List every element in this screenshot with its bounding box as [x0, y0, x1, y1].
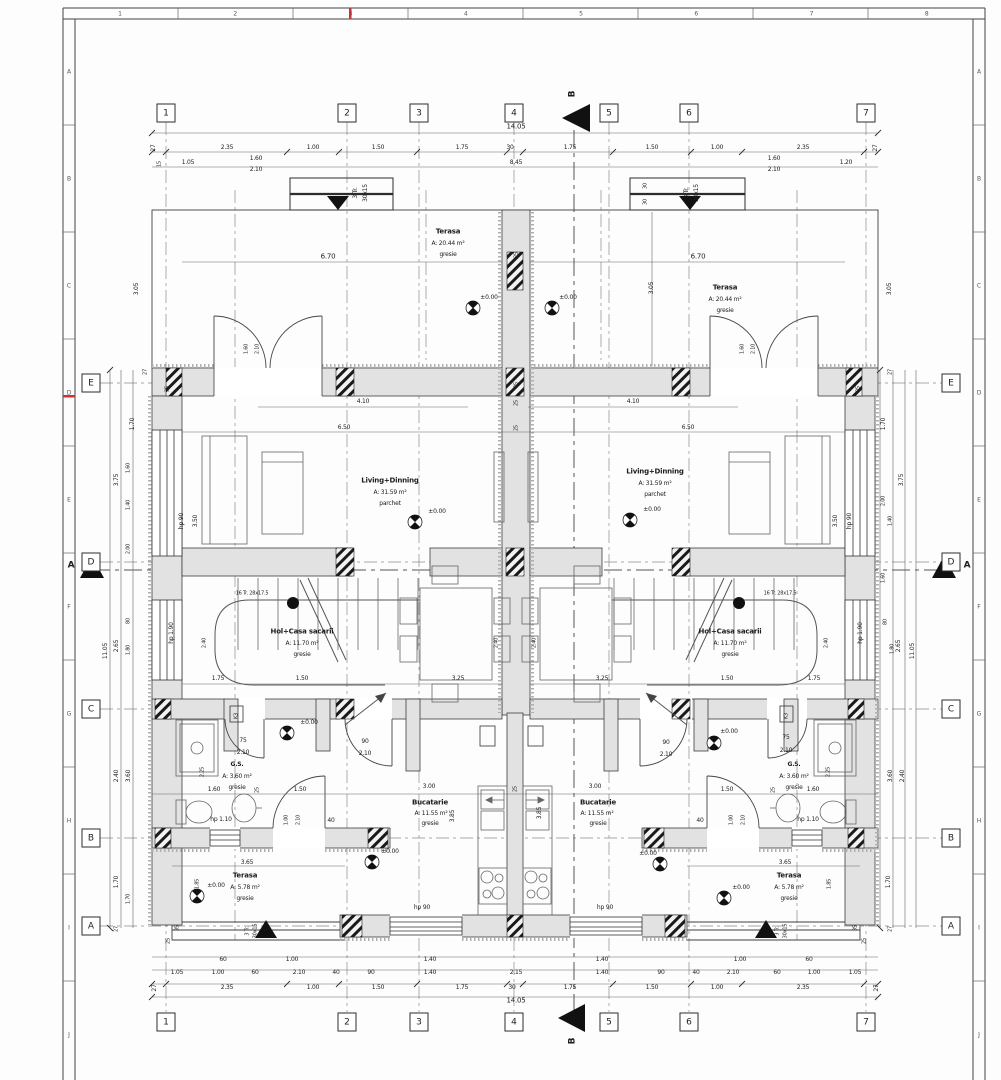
grid-bubble-4: 4	[505, 1013, 524, 1032]
plan-label: 27	[113, 926, 120, 932]
plan-label: hp 90	[596, 904, 614, 911]
grid-bubble-5: 5	[600, 104, 619, 123]
stair-newel-post	[287, 597, 299, 609]
plan-label: 1.00	[285, 956, 299, 963]
plan-label: A: 3.60 m²	[222, 773, 252, 780]
frame-cell-label: 7	[809, 10, 814, 17]
plan-label: 30	[642, 183, 649, 189]
plan-label: 2.65	[895, 639, 902, 653]
plan-label: 3.05	[133, 282, 140, 296]
plan-label: 2.40	[493, 637, 500, 649]
plan-label: 27	[887, 926, 894, 932]
plan-label: 25	[164, 386, 171, 392]
plan-label: 2.35	[796, 144, 810, 151]
frame-cell-label: E	[67, 496, 71, 503]
plan-label: gresie	[716, 307, 734, 314]
plan-label: gresie	[228, 784, 246, 791]
plan-label: 2.00	[880, 495, 887, 507]
frame-cell-label: H	[66, 817, 72, 824]
plan-label: 1.00	[283, 814, 290, 826]
grid-bubble-7: 7	[857, 104, 876, 123]
plan-label: 3.65	[778, 859, 792, 866]
plan-label: 2.10	[295, 814, 302, 826]
plan-label: 1.40	[595, 969, 609, 976]
plan-label: 14.05	[506, 122, 526, 131]
plan-label: 2.10	[254, 343, 261, 355]
plan-label: 3.65	[240, 859, 254, 866]
frame-cell-label: A	[66, 68, 72, 75]
plan-label: 35	[174, 925, 181, 931]
plan-label: 27	[142, 369, 149, 375]
plan-label: 60	[219, 956, 227, 963]
plan-label: 6.70	[690, 252, 706, 261]
plan-label: 80	[125, 618, 132, 624]
plan-label: 75	[239, 737, 247, 744]
plan-label: gresie	[721, 651, 739, 658]
frame-cell-label: C	[976, 282, 982, 289]
plan-label: 1.70	[125, 893, 132, 905]
plan-label: 2.10	[740, 814, 747, 826]
stove-right	[523, 868, 551, 904]
plan-label: 1.60	[243, 343, 250, 355]
frame-cell-label: G	[66, 710, 72, 717]
grid-bubble-A: A	[942, 917, 961, 936]
plan-label: 15	[156, 161, 163, 167]
plan-label: gresie	[589, 820, 607, 827]
plan-label: 1.00	[733, 956, 747, 963]
frame-cell-label: 1	[118, 10, 122, 17]
frame-cell-label: H	[976, 817, 982, 824]
plan-label: 30	[642, 199, 649, 205]
plan-label: 1.75	[563, 984, 577, 991]
plan-label: ±0.00	[559, 294, 577, 301]
plan-label: 1.05	[848, 969, 862, 976]
plan-label: gresie	[780, 895, 798, 902]
plan-label: 1.40	[423, 956, 437, 963]
plan-label: 1.85	[194, 878, 201, 890]
plan-label: 1.00	[306, 984, 320, 991]
plan-label: 2.40	[899, 769, 906, 783]
plan-label: hp 1.10	[797, 816, 819, 823]
plan-label: 3 Tr.	[244, 926, 251, 936]
plan-label: 2.40	[531, 637, 538, 649]
plan-label: Terasa	[435, 227, 461, 236]
plan-label: 2.10	[292, 969, 306, 976]
plan-label: 6.50	[681, 424, 695, 431]
frame-cell-label: 6	[694, 10, 699, 17]
grid-bubble-C: C	[82, 700, 101, 719]
plan-label: 40	[692, 969, 700, 976]
plan-label: ±0.00	[639, 850, 657, 857]
plan-label: gresie	[236, 895, 254, 902]
plan-label: gresie	[785, 784, 803, 791]
plan-label: 2.10	[779, 747, 793, 754]
plan-label: 1.75	[807, 675, 821, 682]
plan-label: 90	[367, 969, 375, 976]
plan-label: hp 90	[178, 512, 185, 530]
plan-label: 3 Tr.	[683, 187, 690, 199]
plan-label: A: 11.55 m²	[580, 810, 614, 817]
plan-label: 1.00	[306, 144, 320, 151]
plan-label: 1.00	[211, 969, 225, 976]
plan-label: 2.40	[201, 637, 208, 649]
plan-label: 40	[327, 817, 335, 824]
grid-bubble-2: 2	[338, 1013, 357, 1032]
sofa-right	[729, 436, 830, 544]
dining-table-right	[522, 566, 631, 702]
plan-label: 2.10	[236, 749, 250, 756]
plan-label: 40	[332, 969, 340, 976]
plan-label: hp 1.90	[168, 622, 175, 644]
frame-cell-label: I	[68, 924, 70, 931]
plan-label: 30	[508, 984, 516, 991]
plan-label: ±0.00	[643, 506, 661, 513]
plan-label: 3.60	[125, 769, 132, 783]
plan-label: 16 Tr. 28x17.5	[763, 590, 797, 597]
grid-bubble-E: E	[82, 374, 101, 393]
plan-label: 25	[861, 938, 868, 944]
frame-cell-label: D	[66, 389, 72, 396]
plan-label: Living+Dinning	[361, 476, 419, 485]
plan-label: 2.35	[220, 984, 234, 991]
frame-cell-label: G	[976, 710, 982, 717]
grid-bubble-7: 7	[857, 1013, 876, 1032]
plan-label: 3.50	[192, 514, 199, 528]
sofa-left	[202, 436, 303, 544]
plan-label: Bucatarie	[411, 798, 449, 807]
plan-label: Terasa	[712, 283, 738, 292]
plan-label: ±0.00	[207, 882, 225, 889]
plan-label: B	[567, 90, 578, 98]
plan-label: 1.05	[181, 159, 195, 166]
plan-label: 1.40	[595, 956, 609, 963]
plan-label: 6.70	[320, 252, 336, 261]
plan-label: 60	[805, 956, 813, 963]
stair-direction-arrow	[327, 196, 349, 210]
plan-label: 1.00	[710, 144, 724, 151]
plan-label: 3.25	[595, 675, 609, 682]
plan-label: gresie	[421, 820, 439, 827]
plan-label: Terasa	[232, 871, 258, 880]
plan-label: A: 11.70 m²	[285, 640, 319, 647]
plan-label: 60	[251, 969, 259, 976]
plan-label: Living+Dinning	[626, 467, 684, 476]
plan-label: 35	[852, 925, 859, 931]
plan-label: 1.60	[806, 786, 820, 793]
plan-label: 1.75	[455, 984, 469, 991]
plan-label: 25	[165, 938, 172, 944]
frame-cell-label: 8	[924, 10, 929, 17]
plan-label: 1.40	[125, 499, 132, 511]
plan-label: 1.50	[645, 984, 659, 991]
plan-label: 1.70	[113, 875, 120, 889]
plan-label: Terasa	[776, 871, 802, 880]
plan-label: 1.00	[728, 814, 735, 826]
plan-label: ±0.00	[732, 884, 750, 891]
plan-label: A: 31.59 m²	[638, 480, 672, 487]
frame-cell-label: A	[976, 68, 982, 75]
plan-label: G.S.	[230, 761, 244, 768]
plan-label: 25	[254, 787, 261, 793]
grid-bubble-6: 6	[680, 104, 699, 123]
plan-label: 1.60	[767, 155, 781, 162]
plan-label: 30x15	[252, 923, 259, 939]
plan-label: 25	[513, 400, 520, 406]
plan-label: 2.10	[750, 343, 757, 355]
frame-cell-label: C	[66, 282, 72, 289]
stair-newel-post	[733, 597, 745, 609]
grid-bubble-6: 6	[680, 1013, 699, 1032]
plan-label: 90	[662, 739, 670, 746]
plan-label: 1.50	[371, 984, 385, 991]
plan-label: 3.00	[422, 783, 436, 790]
plan-label: 1.05	[170, 969, 184, 976]
plan-label: ±0.00	[300, 719, 318, 726]
plan-label: 3.85	[536, 806, 543, 820]
frame-cell-label: D	[976, 389, 982, 396]
plan-label: ±0.00	[480, 294, 498, 301]
plan-label: 8.45	[509, 159, 523, 166]
plan-label: parchet	[379, 500, 401, 507]
plan-label: K3	[233, 712, 240, 720]
plan-label: 3 Tr.	[352, 187, 359, 199]
plan-label: 3.85	[449, 809, 456, 823]
grid-bubble-5: 5	[600, 1013, 619, 1032]
plan-label: 25	[513, 252, 520, 258]
plan-label: 2.35	[796, 984, 810, 991]
plan-label: 80	[882, 619, 889, 625]
plan-label: 90	[361, 738, 369, 745]
plan-label: A: 5.78 m²	[230, 884, 260, 891]
plan-label: hp 90	[846, 512, 853, 530]
plan-label: 1.50	[645, 144, 659, 151]
frame-cell-label: B	[976, 175, 982, 182]
plan-label: 4.10	[356, 398, 370, 405]
plan-label: 1.60	[880, 572, 887, 584]
frame-cell-label: 4	[463, 10, 468, 17]
plan-label: 1.60	[249, 155, 263, 162]
plan-label: 3.05	[886, 282, 893, 296]
plan-label: 3.75	[113, 473, 120, 487]
plan-label: A: 11.70 m²	[713, 640, 747, 647]
plan-label: 1.60	[125, 462, 132, 474]
plan-label: hp 90	[413, 904, 431, 911]
plan-label: 11.05	[102, 642, 109, 660]
plan-label: 1.75	[563, 144, 577, 151]
plan-label: Hol+Casa sacarii	[270, 627, 334, 636]
plan-label: 1.00	[710, 984, 724, 991]
plan-label: 25	[770, 787, 777, 793]
plan-label: 1.75	[455, 144, 469, 151]
plan-label: 30x15	[362, 184, 369, 202]
plan-label: 90	[657, 969, 665, 976]
frame-cell-label: 5	[579, 10, 583, 17]
grid-bubble-4: 4	[505, 104, 524, 123]
plan-label: 11.05	[909, 642, 916, 660]
plan-label: 1.50	[371, 144, 385, 151]
plan-label: A: 11.55 m²	[414, 810, 448, 817]
grid-bubble-E: E	[942, 374, 961, 393]
plan-label: 1.60	[739, 343, 746, 355]
plan-label: 2.10	[659, 751, 673, 758]
plan-label: hp 1.10	[210, 816, 232, 823]
plan-label: A: 3.60 m²	[779, 773, 809, 780]
plan-label: 2.35	[220, 144, 234, 151]
plan-label: 30x15	[782, 923, 789, 939]
plan-label: 1.40	[423, 969, 437, 976]
plan-label: 6.50	[337, 424, 351, 431]
plan-label: 3.60	[887, 769, 894, 783]
plan-label: K3	[783, 712, 790, 720]
plan-label: gresie	[293, 651, 311, 658]
plan-label: 1.80	[125, 644, 132, 656]
plan-label: 25	[513, 425, 520, 431]
plan-label: 27	[887, 369, 894, 375]
plan-label: hp 1.90	[857, 622, 864, 644]
plan-label: 1.70	[129, 417, 136, 431]
plan-label: 2.65	[113, 639, 120, 653]
plan-label: 1.50	[720, 675, 734, 682]
plan-label: 30x15	[693, 184, 700, 202]
plan-label: 3.05	[648, 281, 655, 295]
plan-label: Hol+Casa sacarii	[698, 627, 762, 636]
plan-label: 1.50	[293, 786, 307, 793]
plan-label: 25	[512, 786, 519, 792]
plan-label: 2.10	[767, 166, 781, 173]
plan-label: 40	[696, 817, 704, 824]
grid-bubble-B: B	[942, 829, 961, 848]
plan-label: G.S.	[787, 761, 801, 768]
grid-bubble-A: A	[82, 917, 101, 936]
frame-cell-label: I	[978, 924, 980, 931]
plan-label: 1.20	[839, 159, 853, 166]
frame-cell-label: F	[67, 603, 71, 610]
frame-cell-label: 2	[233, 10, 238, 17]
plan-label: 2.10	[358, 750, 372, 757]
plan-label: 1.60	[207, 786, 221, 793]
plan-label: Bucatarie	[579, 798, 617, 807]
plan-label: 4.10	[626, 398, 640, 405]
plan-label: 2.15	[509, 969, 523, 976]
plan-label: A	[67, 560, 75, 571]
plan-label: 3.50	[832, 514, 839, 528]
plan-label: 1.70	[885, 875, 892, 889]
plan-label: 1.40	[887, 515, 894, 527]
frame-cell-label: 3	[348, 10, 353, 17]
plan-label: 14.05	[506, 996, 526, 1005]
plan-label: 2.40	[113, 769, 120, 783]
plan-label: 2.25	[199, 766, 206, 778]
frame-cell-label: J	[978, 1031, 980, 1038]
plan-label: 1.70	[880, 417, 887, 431]
plan-label: ±0.00	[720, 728, 738, 735]
plan-label: 3.75	[898, 473, 905, 487]
plan-label: 27	[151, 984, 158, 992]
plan-label: 2.25	[825, 766, 832, 778]
grid-bubble-3: 3	[410, 104, 429, 123]
plan-label: 25	[855, 386, 862, 392]
plan-label: A: 20.44 m²	[708, 296, 742, 303]
plan-label: A: 31.59 m²	[373, 489, 407, 496]
grid-bubble-1: 1	[157, 1013, 176, 1032]
plan-label: A	[963, 560, 971, 571]
fridge-left	[480, 726, 495, 746]
grid-bubble-2: 2	[338, 104, 357, 123]
frame-cell-label: J	[68, 1031, 70, 1038]
grid-bubble-3: 3	[410, 1013, 429, 1032]
plan-label: 1.80	[889, 643, 896, 655]
grid-bubble-D: D	[82, 553, 101, 572]
fridge-right	[528, 726, 543, 746]
plan-label: 27	[150, 144, 157, 152]
plan-label: 2.40	[823, 637, 830, 649]
plan-label: B	[567, 1037, 578, 1045]
sink-left	[232, 794, 262, 822]
frame-cell-label: F	[977, 603, 981, 610]
grid-bubble-1: 1	[157, 104, 176, 123]
grid-bubble-B: B	[82, 829, 101, 848]
section-b-arrow-bottom	[558, 1004, 585, 1032]
plan-label: A: 5.78 m²	[774, 884, 804, 891]
plan-label: 2.10	[249, 166, 263, 173]
section-b-arrow-top	[562, 104, 590, 132]
plan-label: 75	[782, 734, 790, 741]
stove-left	[479, 868, 507, 904]
plan-label: parchet	[644, 491, 666, 498]
grid-bubble-C: C	[942, 700, 961, 719]
frame-cell-label: B	[66, 175, 72, 182]
plan-label: gresie	[439, 251, 457, 258]
plan-label: 60	[773, 969, 781, 976]
plan-label: ±0.00	[428, 508, 446, 515]
plan-label: A: 20.44 m²	[431, 240, 465, 247]
plan-label: 30	[506, 144, 514, 151]
plan-label: 1.75	[211, 675, 225, 682]
plan-label: 25	[513, 382, 520, 388]
plan-label: 1.00	[807, 969, 821, 976]
plan-label: 3.25	[451, 675, 465, 682]
frame-cell-label: E	[977, 496, 981, 503]
plan-label: 27	[873, 984, 880, 992]
plan-label: 1.50	[720, 786, 734, 793]
plan-label: ±0.00	[381, 848, 399, 855]
sink-right	[770, 794, 800, 822]
plan-label: 27	[872, 144, 879, 152]
plan-label: 1.50	[295, 675, 309, 682]
plan-label: 1.85	[826, 878, 833, 890]
plan-label: 3 Tr.	[774, 926, 781, 936]
plan-label: 3.00	[588, 783, 602, 790]
plan-label: 16 Tr. 28x17.5	[235, 590, 269, 597]
plan-label: 2.10	[726, 969, 740, 976]
plan-label: 2.00	[125, 543, 132, 555]
grid-bubble-D: D	[942, 553, 961, 572]
